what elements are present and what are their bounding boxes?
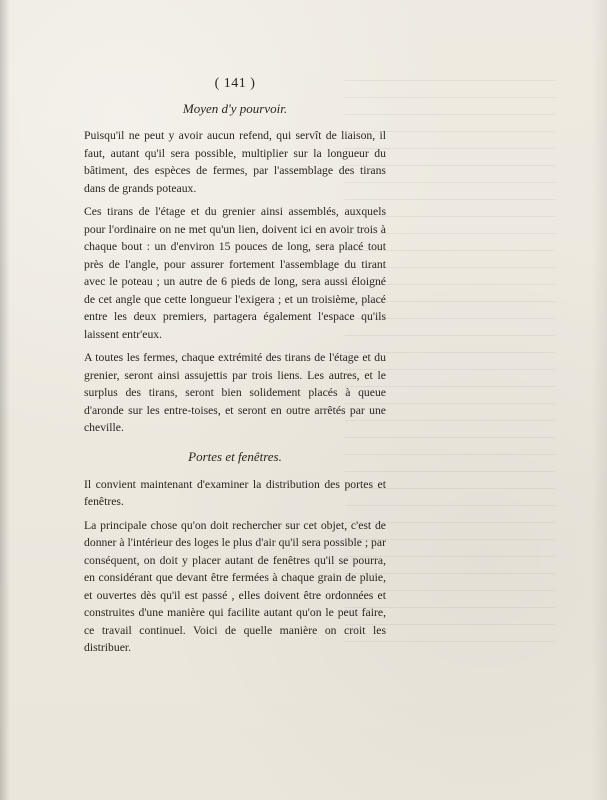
paragraph-3: A toutes les fermes, chaque extrémité des tirans de l'étage et du grenier, seront ainsi assujettis par trois liens. Les autres, et le surplus des tirans, seront bien solidement placés à queue d'aronde sur les entre-toises, et seront en outre arrêtés par une cheville. [84,351,386,434]
section-heading-moyen: Moyen d'y pourvoir. [182,101,288,116]
page-content [84,75,386,663]
page-spine-shadow [0,0,10,800]
paragraph-4: Il convient maintenant d'examiner la distribution des portes et fenêtres. [84,477,386,508]
paragraph-5: La principale chose qu'on doit rechercher sur cet objet, c'est de donner à l'intérieur des loges le plus d'air qu'il sera possible ; par conséquent, on doit y placer autant de fenêtres qu'il se pourra, en considérant que devant être fermées à chaque grain de pluie, et ouvertes dès qu'il est passé , elles doivent être ordonnées et construites d'une manière qui facilite autant qu'on le peut faire, ce travail continuel. Voici de quelle manière on croit les distribuer. [84,518,386,654]
paragraph-2: Ces tirans de l'étage et du grenier ainsi assemblés, auxquels pour l'ordinaire on ne met qu'un lien, doivent ici en avoir trois à chaque bout : un d'environ 15 pouces de long, sera placé tout près de l'angle, pour assurer fortement l'assemblage du tirant avec le poteau ; un autre de 6 pieds de long, sera aussi éloigné de cet angle que cette longueur l'exigera ; et un troisième, placé entre les deux premiers, partagera également l'espace qu'ils laissent entr'eux. [84,205,386,341]
page-number: ( 141 ) [214,76,256,91]
page-edge-shadow [591,0,607,800]
paragraph-1: Puisqu'il ne peut y avoir aucun refend, qui servît de liaison, il faut, autant qu'il sera possible, multiplier sur la longueur du bâtiment, des espèces de fermes, par l'assemblage des tirans dans de grands poteaux. [84,129,386,195]
section-heading-portes: Portes et fenêtres. [188,448,282,464]
